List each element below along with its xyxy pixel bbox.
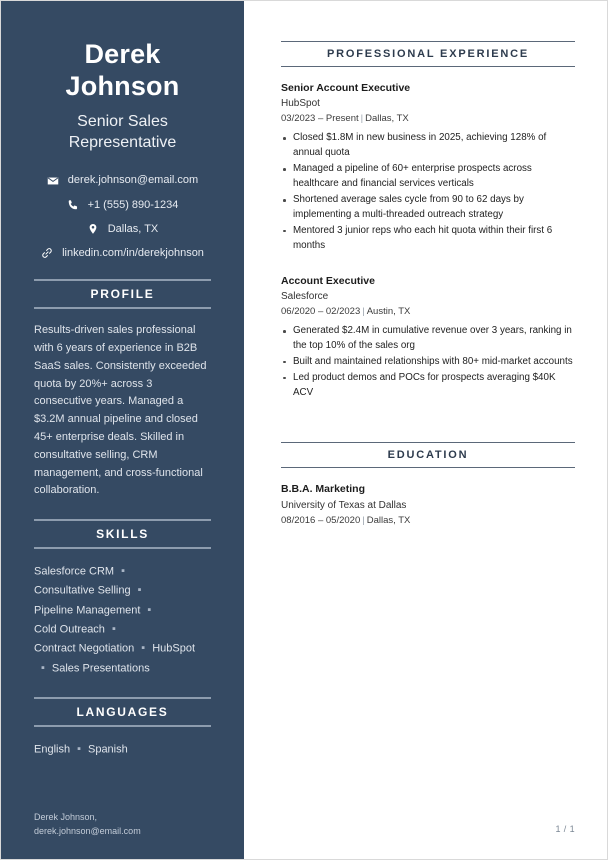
page-number: 1 / 1 [555, 824, 575, 834]
experience-bullet: Managed a pipeline of 60+ enterprise prospects across healthcare and financial services verticals [281, 162, 575, 192]
section-profile-title: PROFILE [34, 279, 211, 309]
education-school: University of Texas at Dallas [281, 499, 407, 511]
section-education [281, 442, 575, 527]
skill-item: Pipeline Management [34, 604, 141, 617]
education-entry [281, 482, 575, 527]
experience-location: Dallas, TX [365, 113, 409, 125]
experience-bullet: Mentored 3 junior reps who each hit quota within their first 6 months [281, 224, 575, 254]
contact-item-linkedin[interactable] [34, 247, 211, 260]
experience-dates: 06/2020 – 02/2023 [281, 305, 361, 317]
section-experience [281, 41, 575, 420]
footer-email: derek.johnson@email.com [34, 826, 141, 837]
skill-item: Cold Outreach [34, 623, 105, 636]
profile-summary-text: Results-driven sales professional with 6 years of experience in B2B SaaS sales. Consistently exceeded quota by 20%+ across 3 consecutive years. Managed a $3.2M annual pipeline and closed 45+ enterprise deals. Skilled in consultative selling, CRM management, and cross-functional collaboration. [34, 324, 207, 497]
experience-bullet: Generated $2.4M in cumulative revenue over 3 years, ranking in the top 10% of the sales org [281, 324, 575, 354]
experience-role: Account Executive [281, 274, 375, 287]
experience-role: Senior Account Executive [281, 82, 411, 94]
experience-bullet-list [281, 131, 575, 253]
section-education-title: EDUCATION [281, 442, 575, 468]
education-dates-location [281, 514, 575, 528]
envelope-icon [47, 175, 59, 187]
footer-name: Derek Johnson, [34, 812, 98, 823]
contact-location-text: Dallas, TX [107, 222, 159, 235]
education-dates: 08/2016 – 05/2020 [281, 514, 361, 526]
languages-list [34, 740, 211, 759]
contact-phone-text: +1 (555) 890-1234 [87, 198, 179, 211]
section-experience-title: PROFESSIONAL EXPERIENCE [281, 41, 575, 67]
skill-item: Contract Negotiation [34, 642, 135, 655]
experience-bullet: Led product demos and POCs for prospects averaging $40K ACV [281, 371, 575, 401]
meta-separator: | [362, 305, 365, 317]
contact-linkedin-text: linkedin.com/in/derekjohnson [62, 246, 204, 259]
skills-list [34, 562, 211, 678]
candidate-name: Derek Johnson [65, 39, 180, 101]
experience-entry-list [281, 81, 575, 420]
meta-separator: | [362, 514, 365, 526]
separator-dot-icon: ▪ [77, 742, 81, 755]
experience-dates-location [281, 112, 575, 126]
education-degree: B.B.A. Marketing [281, 483, 366, 496]
phone-icon [67, 199, 79, 211]
experience-entry [281, 274, 575, 401]
skill-item: Salesforce CRM [34, 565, 115, 578]
section-languages [34, 697, 211, 759]
map-pin-icon [87, 223, 99, 235]
sidebar [1, 1, 244, 860]
contact-email-text: derek.johnson@email.com [67, 174, 199, 187]
education-entry-list [281, 482, 575, 527]
experience-dates-location [281, 305, 575, 319]
experience-company: Salesforce [281, 290, 329, 302]
skill-item: Consultative Selling [34, 584, 131, 597]
section-languages-title: LANGUAGES [34, 697, 211, 727]
experience-company: HubSpot [281, 98, 320, 110]
experience-entry [281, 81, 575, 254]
language-item: English [34, 743, 71, 756]
separator-dot-icon: ▪ [111, 622, 116, 635]
separator-dot-icon: ▪ [141, 642, 146, 655]
experience-bullet: Shortened average sales cycle from 90 to 62 days by implementing a multi-threaded outreach strategy [281, 193, 575, 223]
section-skills [34, 519, 211, 678]
contact-item-phone[interactable] [34, 199, 211, 212]
section-skills-title: SKILLS [34, 519, 211, 549]
main-content [244, 1, 608, 860]
contact-list [34, 174, 211, 260]
language-item: Spanish [87, 743, 128, 756]
experience-location: Austin, TX [366, 305, 411, 317]
identity-block [34, 1, 211, 153]
separator-dot-icon: ▪ [137, 584, 142, 597]
skill-item: Sales Presentations [51, 661, 150, 674]
meta-separator: | [360, 113, 364, 125]
experience-bullet-list [281, 324, 575, 400]
experience-dates: 03/2023 – Present [281, 113, 359, 125]
separator-dot-icon: ▪ [147, 603, 152, 616]
section-profile [34, 279, 211, 500]
education-location: Dallas, TX [366, 514, 411, 526]
sidebar-footer [34, 811, 141, 839]
skill-item: HubSpot [152, 642, 195, 655]
contact-item-location [34, 223, 211, 236]
contact-item-email[interactable] [34, 174, 211, 187]
link-icon [41, 247, 53, 259]
separator-dot-icon: ▪ [121, 565, 125, 578]
experience-bullet: Built and maintained relationships with 80+ mid-market accounts [281, 355, 575, 370]
experience-bullet: Closed $1.8M in new business in 2025, achieving 128% of annual quota [281, 131, 575, 161]
candidate-job-title: Senior Sales Representative [68, 112, 177, 151]
separator-dot-icon: ▪ [41, 661, 45, 674]
